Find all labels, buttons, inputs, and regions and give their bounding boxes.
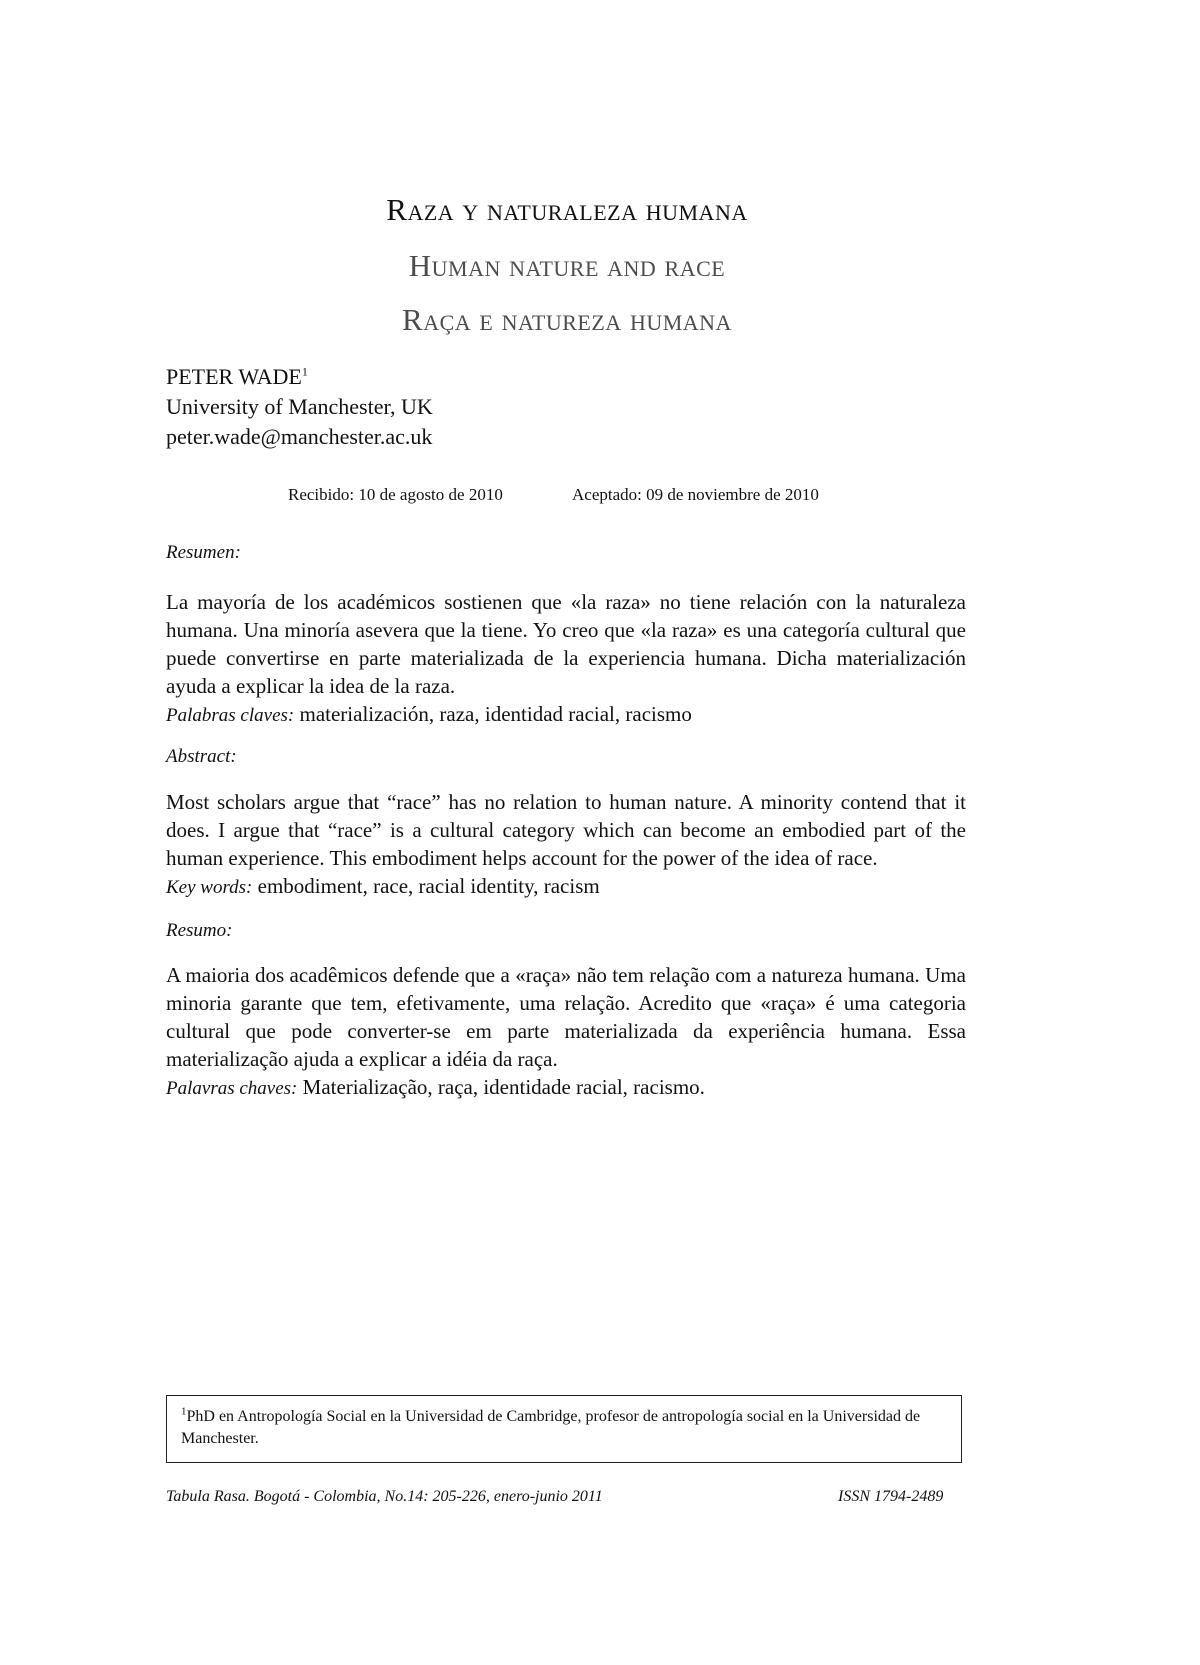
- abstract-heading: Abstract:: [166, 746, 237, 767]
- author-footnote-marker: 1: [301, 364, 308, 379]
- footnote-text: PhD en Antropología Social en la Universidad de Cambridge, profesor de antropología social en la Universidad de Manchester.: [181, 1408, 921, 1447]
- resumen-heading: Resumen:: [166, 542, 241, 563]
- author-email: peter.wade@manchester.ac.uk: [166, 424, 433, 449]
- footnote-box: [166, 1395, 962, 1463]
- resumen-keywords-line: [166, 700, 966, 730]
- journal-citation: Tabula Rasa. Bogotá - Colombia, No.14: 205-226, enero-junio 2011: [166, 1488, 603, 1505]
- resumo-section: [166, 961, 966, 1103]
- resumen-keywords: materialización, raza, identidad racial, racismo: [294, 702, 692, 726]
- date-received: Recibido: 10 de agosto de 2010: [288, 485, 503, 504]
- abstract-section: [166, 788, 966, 902]
- resumo-text: A maioria dos acadêmicos defende que a «raça» não tem relação com a natureza humana. Uma minoria garante que tem, efetivamente, uma relação. Acredito que «raça» é uma categoria cultural que pode converter-se em parte materializada da experiência humana. Essa materialização ajuda a explicar a idéia da raça.: [166, 963, 966, 1071]
- resumen-keywords-label: Palabras claves:: [166, 705, 295, 726]
- title-spanish: Raza y naturaleza humana: [386, 192, 748, 227]
- resumo-keywords-line: [166, 1073, 966, 1103]
- resumo-keywords: Materialização, raça, identidade racial, racismo.: [297, 1075, 705, 1099]
- title-portuguese: Raça e natureza humana: [402, 302, 732, 337]
- resumo-keywords-label: Palavras chaves:: [166, 1078, 298, 1099]
- author-block: [166, 362, 433, 452]
- author-name: PETER WADE: [166, 364, 302, 389]
- issn: ISSN 1794-2489: [838, 1488, 944, 1505]
- resumen-section: [166, 588, 966, 730]
- date-accepted: Aceptado: 09 de noviembre de 2010: [572, 485, 819, 504]
- author-affiliation: University of Manchester, UK: [166, 394, 433, 419]
- author-name-line: [166, 362, 433, 392]
- abstract-text: Most scholars argue that “race” has no relation to human nature. A minority contend that it does. I argue that “race” is a cultural category which can become an embodied part of the human experience. This embodiment helps account for the power of the idea of race.: [166, 790, 966, 870]
- footnote-marker: 1: [181, 1405, 187, 1418]
- abstract-keywords-line: [166, 872, 966, 902]
- title-english: Human nature and race: [408, 248, 726, 283]
- abstract-keywords: embodiment, race, racial identity, racism: [252, 874, 600, 898]
- resumo-heading: Resumo:: [166, 920, 233, 941]
- resumen-text: La mayoría de los académicos sostienen que «la raza» no tiene relación con la naturaleza humana. Una minoría asevera que la tiene. Yo creo que «la raza» es una categoría cultural que puede convertirse en parte materializada de la experiencia humana. Dicha materialización ayuda a explicar la idea de la raza.: [166, 590, 966, 698]
- abstract-keywords-label: Key words:: [166, 877, 253, 898]
